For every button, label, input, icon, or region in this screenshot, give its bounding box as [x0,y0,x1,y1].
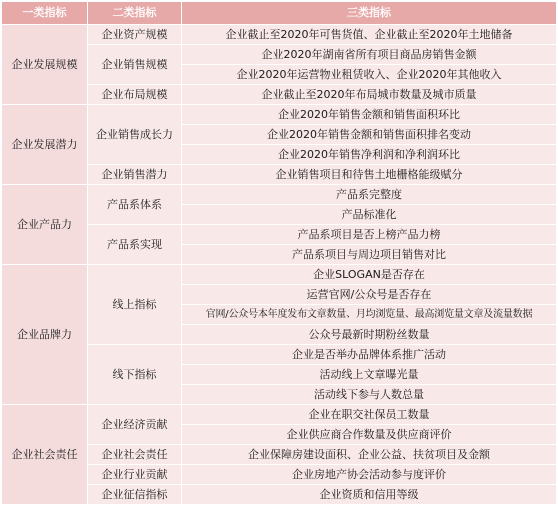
table-row [2,25,557,45]
table-row [2,405,557,425]
level2-cell: 企业社会责任 [88,445,182,465]
level2-cell: 企业行业贡献 [88,465,182,485]
level3-cell: 企业2020年销售金额和销售面积环比 [182,105,557,125]
level3-cell: 企业2020年湖南省所有项目商品房销售金额 [182,45,557,65]
level1-cell: 企业发展潜力 [2,105,88,185]
level2-cell: 线下指标 [88,345,182,405]
level3-cell: 官网/公众号本年度发布文章数量、月均浏览量、最高浏览量文章及流量数据 [182,305,557,325]
level1-cell: 企业发展规模 [2,25,88,105]
level3-cell: 企业截止至2020年可售货值、企业截止至2020年土地储备 [182,25,557,45]
level2-cell: 企业销售规模 [88,45,182,85]
level3-cell: 企业在职交社保员工数量 [182,405,557,425]
table-row [2,265,557,285]
level2-cell: 企业布局规模 [88,85,182,105]
table-row [2,105,557,125]
level3-cell: 活动线下参与人数总量 [182,385,557,405]
level3-cell: 活动线上文章曝光量 [182,365,557,385]
level3-cell: 公众号最新时期粉丝数量 [182,325,557,345]
level2-cell: 企业资产规模 [88,25,182,45]
level2-cell: 产品系实现 [88,225,182,265]
level3-cell: 企业2020年运营物业租赁收入、企业2020年其他收入 [182,65,557,85]
level3-cell: 运营官网/公众号是否存在 [182,285,557,305]
level3-cell: 企业销售项目和待售土地栅格能级赋分 [182,165,557,185]
level1-cell: 企业产品力 [2,185,88,265]
level1-cell: 企业社会责任 [2,405,88,505]
level2-cell: 企业征信指标 [88,485,182,505]
table-row [2,185,557,205]
level3-cell: 产品系完整度 [182,185,557,205]
level3-cell: 企业是否举办品牌体系推广活动 [182,345,557,365]
level3-cell: 企业房地产协会活动参与度评价 [182,465,557,485]
level2-cell: 线上指标 [88,265,182,345]
header-level1: 一类指标 [2,2,88,25]
level3-cell: 产品系项目与周边项目销售对比 [182,245,557,265]
header-level3: 三类指标 [182,2,557,25]
level1-cell: 企业品牌力 [2,265,88,405]
level3-cell: 企业保障房建设面积、企业公益、扶贫项目及金额 [182,445,557,465]
level2-cell: 产品系体系 [88,185,182,225]
level3-cell: 企业2020年销售净利润和净利润环比 [182,145,557,165]
level3-cell: 企业SLOGAN是否存在 [182,265,557,285]
level2-cell: 企业销售成长力 [88,105,182,165]
level3-cell: 产品系项目是否上榜产品力榜 [182,225,557,245]
indicator-table [1,1,557,505]
level2-cell: 企业经济贡献 [88,405,182,445]
level3-cell: 企业截止至2020年布局城市数量及城市质量 [182,85,557,105]
header-row [2,2,557,25]
level3-cell: 企业2020年销售金额和销售面积排名变动 [182,125,557,145]
level2-cell: 企业销售潜力 [88,165,182,185]
level3-cell: 产品标准化 [182,205,557,225]
header-level2: 二类指标 [88,2,182,25]
level3-cell: 企业资质和信用等级 [182,485,557,505]
level3-cell: 企业供应商合作数量及供应商评价 [182,425,557,445]
